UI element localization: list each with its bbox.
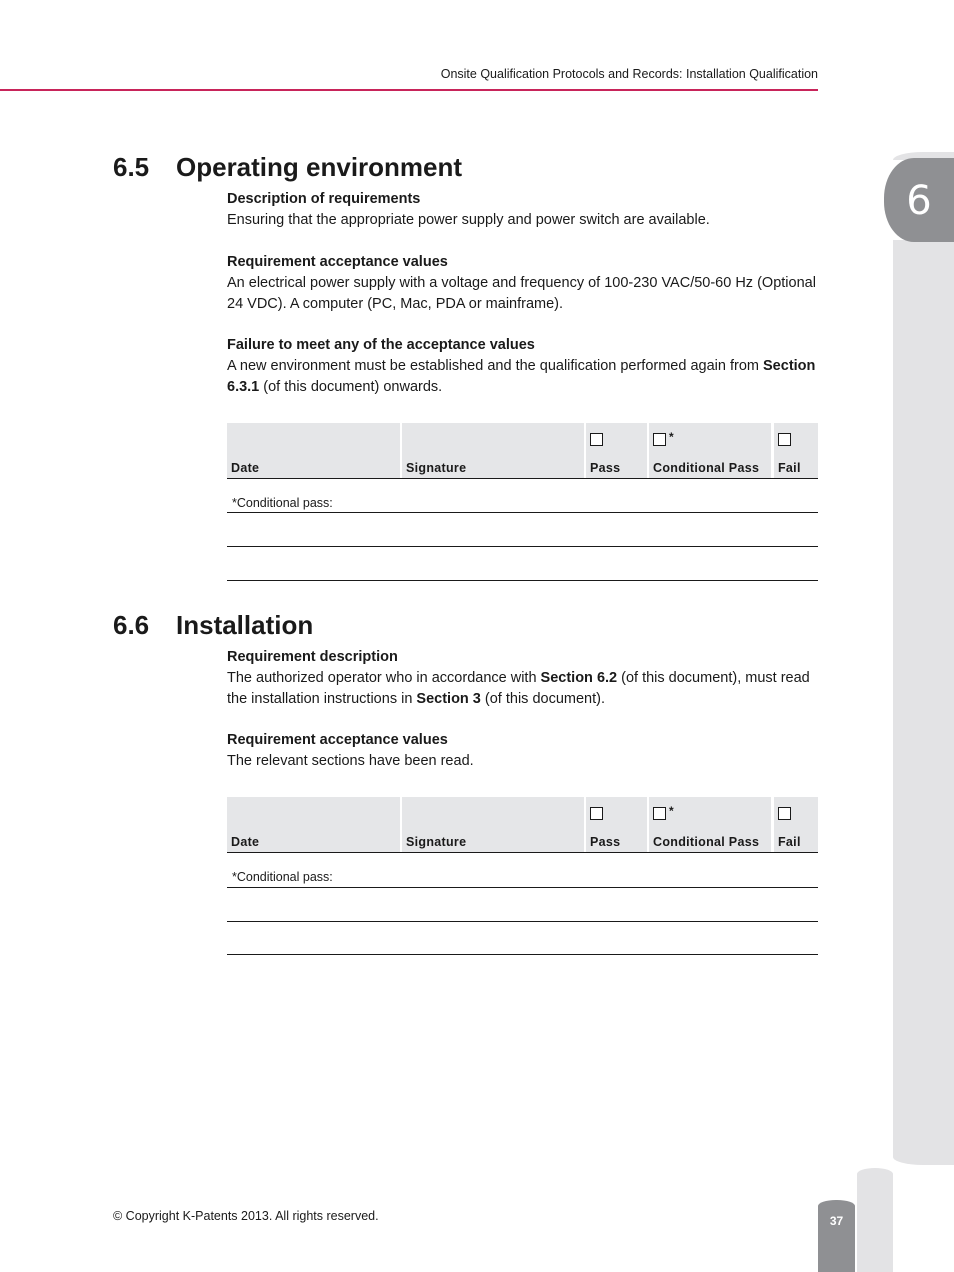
writing-line[interactable] (227, 921, 818, 922)
signature-label: Signature (406, 461, 467, 475)
writing-line[interactable] (227, 546, 818, 547)
block-text: An electrical power supply with a voltage and frequency of 100-230 VAC/50-60 Hz (Optional 24 VDC). A computer (PC, Mac, PDA or mainframe). (227, 275, 816, 312)
section-number: 6.6 (113, 610, 150, 640)
fail-checkbox[interactable] (778, 807, 791, 820)
pass-label: Pass (590, 835, 621, 849)
conditional-pass-cell (649, 797, 771, 852)
block-label: Requirement acceptance values (227, 732, 448, 748)
fail-label: Fail (778, 835, 801, 849)
fail-cell (774, 423, 818, 478)
signature-cell[interactable] (402, 423, 584, 478)
block-label: Failure to meet any of the acceptance values (227, 337, 535, 353)
writing-line[interactable] (227, 512, 818, 513)
conditional-pass-note: *Conditional pass: (232, 870, 333, 884)
asterisk: * (669, 430, 674, 444)
writing-line[interactable] (227, 580, 818, 581)
conditional-pass-cell (649, 423, 771, 478)
writing-line[interactable] (227, 954, 818, 955)
pass-cell (586, 423, 647, 478)
section-title: Operating environment (176, 152, 463, 182)
conditional-pass-checkbox[interactable] (653, 807, 666, 820)
writing-line[interactable] (227, 887, 818, 888)
signoff-table (227, 423, 818, 479)
chapter-strip (893, 240, 954, 1165)
fail-label: Fail (778, 461, 801, 475)
block-label: Requirement acceptance values (227, 254, 448, 270)
pass-checkbox[interactable] (590, 433, 603, 446)
pass-cell (586, 797, 647, 852)
section-title: Installation (176, 610, 314, 640)
conditional-pass-label: Conditional Pass (653, 835, 760, 849)
date-label: Date (231, 835, 260, 849)
block-text: A new environment must be established and the qualification performed again from Section 6.3.1 (of this document) onwards. (227, 358, 816, 395)
signature-label: Signature (406, 835, 467, 849)
section-heading-6-5 (113, 152, 462, 183)
copyright-notice: © Copyright K-Patents 2013. All rights reserved. (113, 1209, 379, 1223)
chapter-number: 6 (906, 178, 932, 224)
pass-checkbox[interactable] (590, 807, 603, 820)
page-number: 37 (829, 1214, 844, 1228)
header-rule (0, 89, 818, 91)
block-text: The relevant sections have been read. (227, 753, 474, 769)
running-header: Onsite Qualification Protocols and Records: Installation Qualification (440, 67, 818, 81)
block-text: Ensuring that the appropriate power supply and power switch are available. (227, 212, 710, 228)
table-rule (227, 478, 818, 479)
conditional-pass-label: Conditional Pass (653, 461, 760, 475)
conditional-pass-note: *Conditional pass: (232, 496, 333, 510)
pass-label: Pass (590, 461, 621, 475)
block-text: The authorized operator who in accordance with Section 6.2 (of this document), must read the installation instructions in Section 3 (of this document). (227, 670, 810, 707)
signature-cell[interactable] (402, 797, 584, 852)
table-rule (227, 852, 818, 853)
block-label: Description of requirements (227, 191, 421, 207)
date-label: Date (231, 461, 260, 475)
conditional-pass-checkbox[interactable] (653, 433, 666, 446)
footer-strip (857, 1168, 893, 1272)
section-reference: Section 6.2 (540, 670, 618, 686)
block-label: Requirement description (227, 649, 398, 665)
fail-checkbox[interactable] (778, 433, 791, 446)
fail-cell (774, 797, 818, 852)
section-number: 6.5 (113, 152, 150, 182)
asterisk: * (669, 804, 674, 818)
date-cell[interactable] (227, 423, 400, 478)
section-reference: Section 3 (416, 691, 481, 707)
page-tab (818, 1200, 855, 1272)
signoff-table (227, 797, 818, 853)
date-cell[interactable] (227, 797, 400, 852)
section-heading-6-6 (113, 610, 313, 641)
section-reference: Section 6.3.1 (227, 358, 816, 395)
